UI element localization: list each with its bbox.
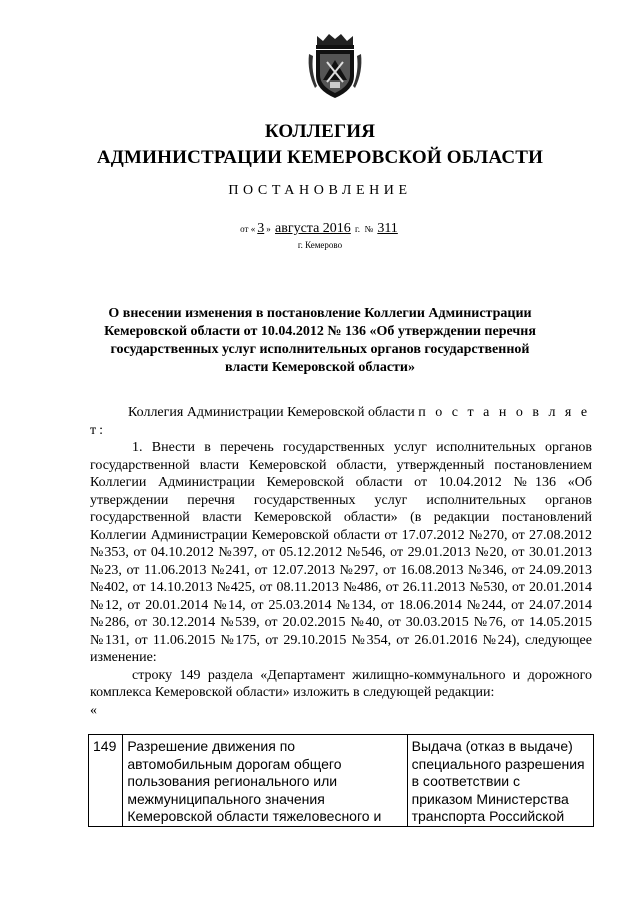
result-line: специального разрешения — [411, 755, 585, 772]
date-prefix: от « — [240, 224, 256, 234]
date-mid: » — [266, 224, 271, 234]
lead-text: Коллегия Администрации Кемеровской области — [128, 405, 415, 420]
coat-of-arms-emblem — [303, 32, 367, 102]
number-prefix: № — [364, 224, 374, 234]
org-name-line1: КОЛЛЕГИЯ — [264, 121, 376, 142]
service-name-cell — [123, 735, 407, 827]
result-line: приказом Министерства — [411, 790, 569, 807]
date-day: 3 — [257, 221, 265, 236]
result-line: транспорта Российской — [411, 808, 565, 824]
lead-paragraph — [90, 404, 592, 439]
document-type: ПОСТАНОВЛЕНИЕ — [228, 183, 412, 198]
lead-spaced-verb: п о с т а н о в л я е т: — [90, 405, 591, 438]
item-1-row-paragraph: строку 149 раздела «Департамент жилищно-коммунального и дорожного комплекса Кемеровской области» изложить в следующей редакции: — [90, 667, 592, 700]
quote-open: « — [90, 702, 97, 718]
service-line: автомобильным дорогам общего — [127, 755, 342, 772]
service-line: пользования регионального или — [127, 773, 338, 789]
document-title: О внесении изменения в постановление Коллегии Администрации Кемеровской области от 10.04.2012 № 136 «Об утверждении перечня государственных услуг исполнительных органов государственной власти Кемеровской области» — [104, 306, 536, 375]
date-line — [0, 221, 640, 237]
city: г. Кемерово — [297, 240, 343, 250]
result-cell — [407, 735, 593, 827]
row-number-cell: 149 — [89, 735, 123, 827]
service-line: Разрешение движения по — [127, 738, 296, 754]
coat-of-arms-icon — [303, 32, 367, 102]
date-month-year: августа 2016 — [275, 221, 351, 236]
org-name-line2: АДМИНИСТРАЦИИ КЕМЕРОВСКОЙ ОБЛАСТИ — [96, 147, 544, 168]
date-year-suffix: г. — [355, 224, 360, 234]
document-body — [90, 404, 592, 719]
service-line: межмуниципального значения — [127, 790, 325, 807]
service-line: Кемеровской области тяжеловесного и — [127, 808, 382, 824]
item-1-paragraph: 1. Внести в перечень государственных услуг исполнительных органов государственной власти Кемеровской области, утвержденный постановлением Коллегии Администрации Кемеровской области от 10.04.2012 №136 «Об утверждении перечня государственных услуг исполнительных органов государственной власти Кемеровской области» (в редакции постановлений Коллегии Администрации Кемеровской области от 17.07.2012 №270, от 27.08.2012 №353, от 04.10.2012 №397, от 05.12.2012 №546, от 29.01.2013 №20, от 30.01.2013 №23, от 11.06.2013 №241, от 12.07.2013 №297, от 16.08.2013 №346, от 24.09.2013 №402, от 14.10.2013 №425, от 08.11.2013 №486, от 26.11.2013 №530, от 20.01.2014 №12, от 20.01.2014 №14, от 25.03.2014 №134, от 18.06.2014 №244, от 24.07.2014 №286, от 30.12.2014 №539, от 20.02.2015 №40, от 30.03.2015 №76, от 14.05.2015 №131, от 11.06.2015 №175, от 29.10.2015 №354, от 26.01.2016 №24), следующее изменение: — [90, 440, 592, 665]
table-row — [89, 735, 594, 827]
decree-number: 311 — [377, 221, 398, 236]
result-line: в соответствии с — [411, 773, 521, 789]
result-line: Выдача (отказ в выдаче) — [411, 738, 573, 754]
services-table — [88, 734, 594, 827]
